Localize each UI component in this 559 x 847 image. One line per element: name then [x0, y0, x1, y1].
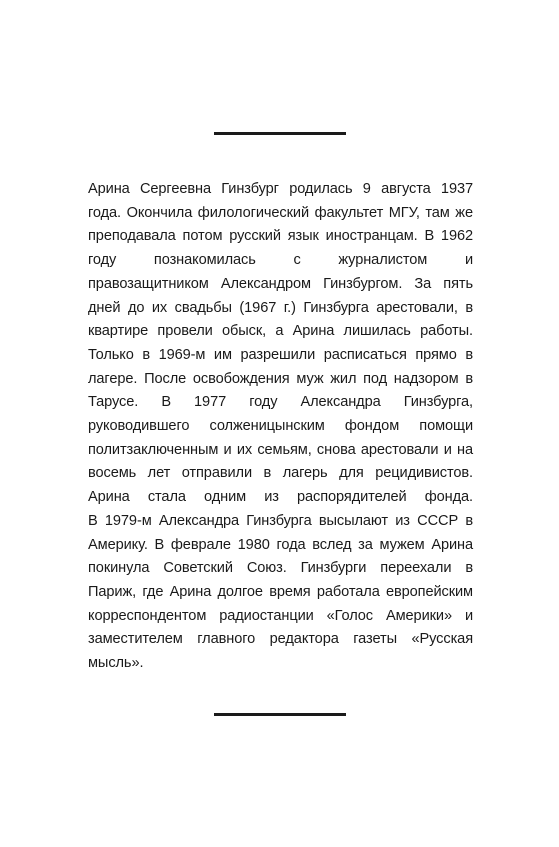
text-line: преподавала потом русский язык иностранцам. В 1962	[88, 228, 473, 245]
text-line: Только в 1969-м им разрешили расписаться прямо в	[88, 346, 473, 363]
text-line: года. Окончила филологический факультет МГУ, там же	[88, 204, 473, 221]
text-line: году познакомилась с журналистом и	[88, 252, 473, 269]
text-line: квартире провели обыск, а Арина лишилась работы.	[88, 323, 473, 340]
text-line: Арина стала одним из распорядителей фонда.	[88, 489, 473, 506]
text-line: корреспондентом радиостанции «Голос Америки» и	[88, 607, 473, 624]
text-line: мысль».	[88, 655, 144, 672]
text-line: заместителем главного редактора газеты «Русская	[88, 631, 473, 648]
text-line: В 1979-м Александра Гинзбурга высылают из СССР в	[88, 512, 473, 529]
text-line: политзаключенным и их семьям, снова арестовали и на	[88, 441, 473, 458]
biography-paragraph	[88, 178, 473, 676]
text-line: восемь лет отправили в лагерь для рецидивистов.	[88, 465, 473, 482]
text-line: правозащитником Александром Гинзбургом. За пять	[88, 275, 473, 292]
top-divider	[214, 132, 346, 135]
text-line: руководившего солженицынским фондом помощи	[88, 418, 473, 435]
text-line: покинула Советский Союз. Гинзбурги переехали в	[88, 560, 473, 577]
text-line: Арина Сергеевна Гинзбург родилась 9 августа 1937	[88, 181, 473, 197]
text-line: Тарусе. В 1977 году Александра Гинзбурга,	[88, 394, 473, 411]
text-line: дней до их свадьбы (1967 г.) Гинзбурга арестовали, в	[88, 299, 473, 316]
text-line: лагере. После освобождения муж жил под надзором в	[88, 370, 473, 387]
text-line: Америку. В феврале 1980 года вслед за мужем Арина	[88, 536, 473, 553]
bottom-divider	[214, 713, 346, 716]
text-line: Париж, где Арина долгое время работала европейским	[88, 583, 473, 600]
